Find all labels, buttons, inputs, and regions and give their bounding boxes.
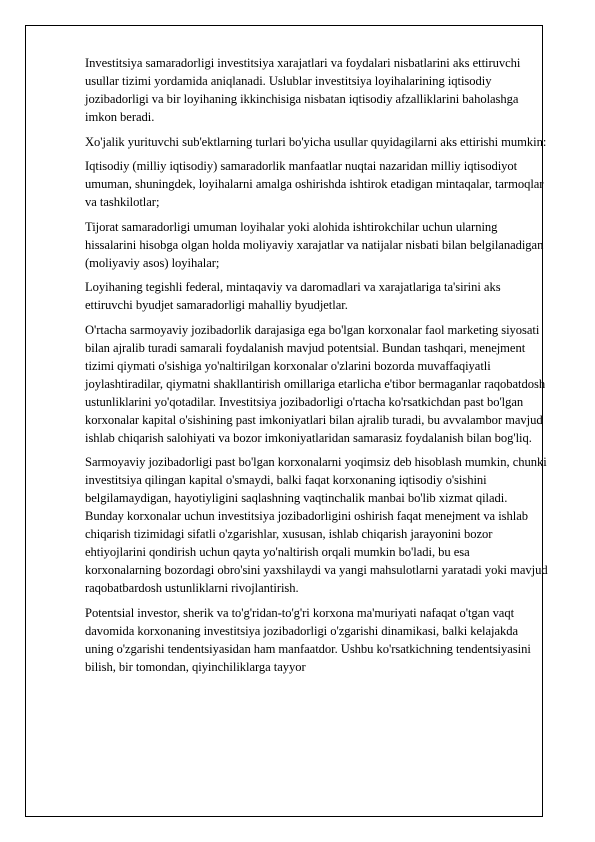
paragraph-potential-investor: Potentsial investor, sherik va to'g'ridan-to'g'ri korxona ma'muriyati nafaqat o'tgan vaqt davomida korxonaning investitsiya jozibadorligi o'zgarishi dinamikasi, balki kelajakda uning o'zgarishi tendentsiyasidan ham manfaatdor. Ushbu ko'rsatkichning tendentsiyasini bilish, bir tomondan, qiyinchiliklarga tayyor <box>85 605 531 674</box>
document-body <box>85 54 549 682</box>
paragraph-budget-efficiency: Loyihaning tegishli federal, mintaqaviy va daromadlari va xarajatlariga ta'sirini aks ettiruvchi byudjet samaradorligi mahalliy byudjetlar. <box>85 280 501 312</box>
paragraph-economic-efficiency: Iqtisodiy (milliy iqtisodiy) samaradorlik manfaatlar nuqtai nazaridan milliy iqtisodiyot umuman, shuningdek, loyihalarni amalga oshirishda ishtirok etadigan mintaqalar, tarmoqlar va tashkilotlar; <box>85 159 544 209</box>
paragraph-entity-types: Xo'jalik yurituvchi sub'ektlarning turlari bo'yicha usullar quyidagilarni aks ettirishi mumkin: <box>85 134 547 149</box>
paragraph-investment-efficiency: Investitsiya samaradorligi investitsiya xarajatlari va foydalari nisbatlarini aks ettiruvchi usullar tizimi yordamida aniqlanadi. Uslublar investitsiya loyihalarining iqtisodiy jozibadorligi va bir loyihaning ikkinchisiga nisbatan iqtisodiy afzalliklarini baholashga imkon beradi. <box>85 56 521 124</box>
paragraph-average-attractiveness: O'rtacha sarmoyaviy jozibadorlik darajasiga ega bo'lgan korxonalar faol marketing siyosati bilan ajralib turadi samarali foydalanish mavjud potentsial. Bundan tashqari, menejment tizimi qiymati o'sishiga yo'naltirilgan korxonalar o'zlarini bozorda muvaffaqiyatli joylashtiradilar, qiymatni shakllantirish omillariga etarlicha e'tibor bermaganlar raqobatdosh ustunliklarini yo'qotadilar. Investitsiya jozibadorligi o'rtacha ko'rsatkichdan past bo'lgan korxonalar kapital o'sishining past imkoniyatlari bilan ajralib turadi, bu avvalambor mavjud ishlab chiqarish salohiyati va bozor imkoniyatlaridan samarasiz foydalanish bilan bog'liq. <box>85 322 546 445</box>
paragraph-low-attractiveness: Sarmoyaviy jozibadorligi past bo'lgan korxonalarni yoqimsiz deb hisoblash mumkin, chunki investitsiya qilingan kapital o'smaydi, balki faqat korxonaning iqtisodiy o'sishini belgilamaydigan, hayotiyligini saqlashning vaqtinchalik manbai bo'lib xizmat qiladi. Bunday korxonalar uchun investitsiya jozibadorligini oshirish faqat menejment va ishlab chiqarish tizimidagi sifatli o'zgarishlar, xususan, ishlab chiqarish jarayonini bozor ehtiyojlarini qondirish uchun qayta yo'naltirish orqali mumkin bo'ladi, bu esa korxonalarning bozordagi obro'sini yaxshilaydi va yangi mahsulotlarni yaratadi yoki mavjud raqobatbardosh ustunliklarni rivojlantirish. <box>85 455 548 595</box>
paragraph-commercial-efficiency: Tijorat samaradorligi umuman loyihalar yoki alohida ishtirokchilar uchun ularning hissalarini hisobga olgan holda moliyaviy xarajatlar va natijalar nisbati bilan belgilanadigan (moliyaviy asos) loyihalar; <box>85 219 544 270</box>
